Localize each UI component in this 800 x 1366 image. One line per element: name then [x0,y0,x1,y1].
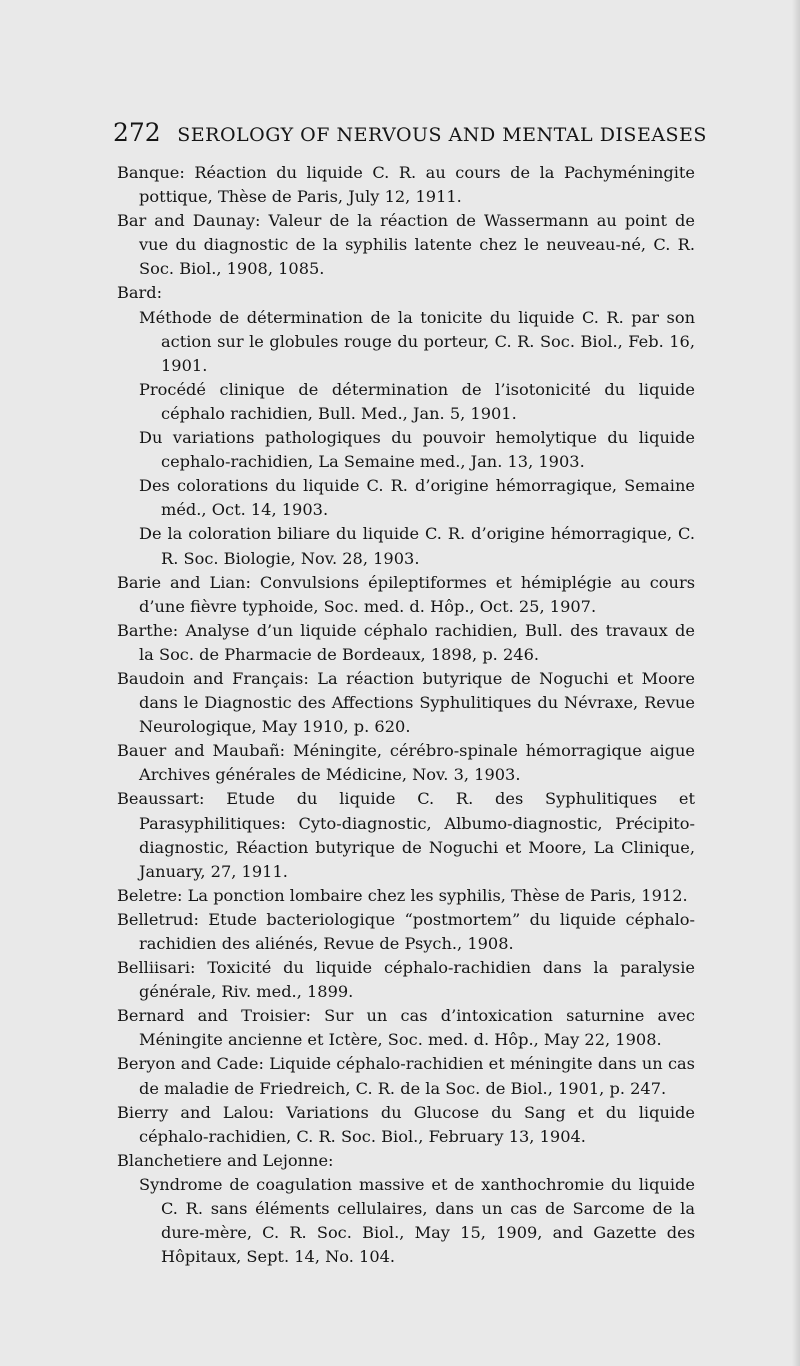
bibliography-subentry: Syndrome de coagulation massive et de xanthochromie du liquide C. R. sans éléments cellulaires, dans un cas de Sarcome de la dure-mère, C. R. Soc. Biol., May 15, 1909, and Gazette des Hôpitaux, Sept. 14, No. 104. [139,1174,695,1267]
bibliography-subentry: De la coloration biliare du liquide C. R. d’origine hémorragique, C. R. Soc. Biologie, Nov. 28, 1903. [139,524,695,568]
bibliography-subentry: Méthode de détermination de la tonicite du liquide C. R. par son action sur le globules rouge du porteur, C. R. Soc. Biol., Feb. 16, 1901. [139,307,695,375]
bibliography-subentry: Du variations pathologiques du pouvoir hemolytique du liquide cephalo-rachidien, La Semaine med., Jan. 13, 1903. [139,428,695,472]
bibliography-entry: Belliisari: Toxicité du liquide céphalo-rachidien dans la paralysie générale, Riv. med., 1899. [117,958,695,1002]
bibliography-entry: Bierry and Lalou: Variations du Glucose du Sang et du liquide céphalo-rachidien, C. R. Soc. Biol., February 13, 1904. [117,1102,695,1146]
bibliography-list [117,161,695,1269]
page-edge-shadow [792,0,800,1366]
bibliography-subentry: Procédé clinique de détermination de l’isotonicité du liquide céphalo rachidien, Bull. Med., Jan. 5, 1901. [139,379,695,423]
bibliography-author-heading: Blanchetiere and Lejonne: [117,1150,334,1170]
running-title: SEROLOGY OF NERVOUS AND MENTAL DISEASES [177,124,707,146]
bibliography-entry: Bauer and Maubañ: Méningite, cérébro-spinale hémorragique aigue Archives générales de Médicine, Nov. 3, 1903. [117,741,695,785]
bibliography-entry: Bernard and Troisier: Sur un cas d’intoxication saturnine avec Méningite ancienne et Ictère, Soc. med. d. Hôp., May 22, 1908. [117,1006,695,1050]
page-number: 272 [113,118,161,147]
bibliography-entry: Bar and Daunay: Valeur de la réaction de Wassermann au point de vue du diagnostic de la syphilis latente chez le neuveau-né, C. R. Soc. Biol., 1908, 1085. [117,211,695,279]
bibliography-subentry: Des colorations du liquide C. R. d’origine hémorragique, Semaine méd., Oct. 14, 1903. [139,476,695,520]
bibliography-entry: Beletre: La ponction lombaire chez les syphilis, Thèse de Paris, 1912. [117,885,688,905]
bibliography-author-heading: Bard: [117,283,163,303]
bibliography-entry: Barthe: Analyse d’un liquide céphalo rachidien, Bull. des travaux de la Soc. de Pharmacie de Bordeaux, 1898, p. 246. [117,620,695,664]
bibliography-entry: Barie and Lian: Convulsions épileptiformes et hémiplégie au cours d’une fièvre typhoide, Soc. med. d. Hôp., Oct. 25, 1907. [117,572,695,616]
bibliography-entry: Belletrud: Etude bacteriologique “postmortem” du liquide céphalo-rachidien des aliénés, Revue de Psych., 1908. [117,909,695,953]
bibliography-entry: Banque: Réaction du liquide C. R. au cours de la Pachyméningite pottique, Thèse de Paris, July 12, 1911. [117,163,695,207]
running-header [113,118,707,147]
bibliography-entry: Baudoin and Français: La réaction butyrique de Noguchi et Moore dans le Diagnostic des Affections Syphulitiques du Névraxe, Revue Neurologique, May 1910, p. 620. [117,668,695,737]
bibliography-entry: Beryon and Cade: Liquide céphalo-rachidien et méningite dans un cas de maladie de Friedreich, C. R. de la Soc. de Biol., 1901, p. 247. [117,1054,695,1098]
bibliography-entry: Beaussart: Etude du liquide C. R. des Syphulitiques et Parasyphilitiques: Cyto-diagnostic, Albumo-diagnostic, Précipito-diagnostic, Réaction butyrique de Noguchi et Moore, La Clinique, January, 27, 1911. [117,789,695,881]
